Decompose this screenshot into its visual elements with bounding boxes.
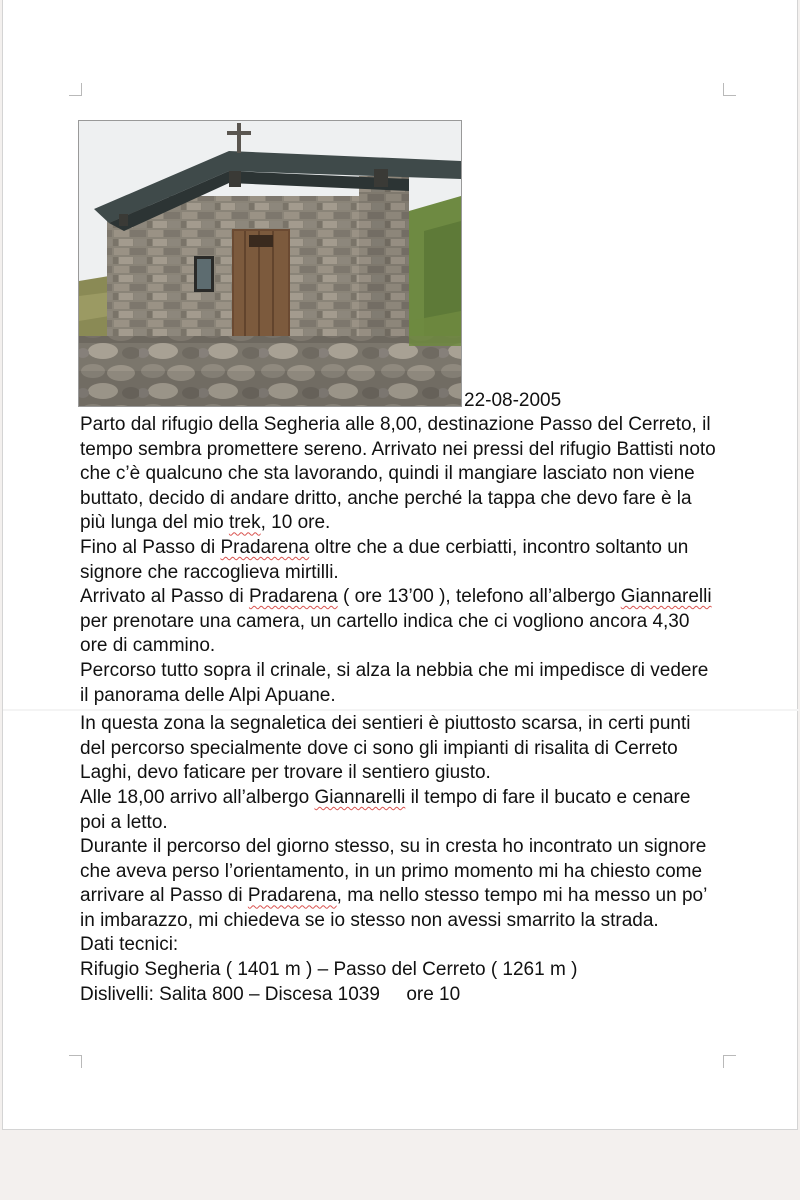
paragraph: Arrivato al Passo di Pradarena ( ore 13’00 ), telefono all’albergo Giannarelli per prenotare una camera, un cartello indica che ci vogliono ancora 4,30 ore di cammino. [80,586,712,657]
spellcheck-word: Giannarelli [620,586,712,608]
paragraph: Rifugio Segheria ( 1401 m ) – Passo del Cerreto ( 1261 m ) [80,959,578,981]
paragraph: Dislivelli: Salita 800 – Discesa 1039 ore 10 [80,983,461,1005]
document-body[interactable] [80,413,720,1007]
paragraph: Percorso tutto sopra il crinale, si alza la nebbia che mi impedisce di vedere il panorama delle Alpi Apuane. [80,659,709,706]
paragraph: In questa zona la segnaletica dei sentieri è piuttosto scarsa, in certi punti del percorso specialmente dove ci sono gli impianti di risalita di Cerreto Laghi, devo faticare per trovare il sentiero giusto. [80,713,691,784]
paragraph: Parto dal rifugio della Segheria alle 8,00, destinazione Passo del Cerreto, il tempo sembra promettere sereno. Arrivato nei pressi del rifugio Battisti noto che c’è qualcuno che sta lavorando, quindi il mangiare lasciato non viene buttato, decido di andare dritto, anche perché la tappa che devo fare è la più lunga del mio trek, 10 ore. [80,414,716,534]
spellcheck-word: Pradarena [248,586,338,608]
mountain-hut-photo[interactable] [78,120,462,407]
margin-corner-bottom-right [723,1055,736,1068]
paragraph: Durante il percorso del giorno stesso, su in cresta ho incontrato un signore che aveva perso l’orientamento, in un primo momento mi ha chiesto come arrivare al Passo di Pradarena, ma nello stesso tempo mi ha messo un po’ in imbarazzo, mi chiedeva se io stesso non avessi smarrito la strada. [80,836,707,931]
paragraph: Alle 18,00 arrivo all’albergo Giannarelli il tempo di fare il bucato e cenare poi a letto. [80,786,691,833]
spellcheck-word: Pradarena [247,885,337,907]
margin-corner-top-right [723,83,736,96]
paragraph: Dati tecnici: [80,934,179,956]
spellcheck-word: Pradarena [220,536,310,558]
margin-corner-bottom-left [69,1055,82,1068]
margin-corner-top-left [69,83,82,96]
entry-date: 22-08-2005 [464,390,562,411]
spellcheck-word: trek [228,512,261,534]
paragraph: Fino al Passo di Pradarena oltre che a due cerbiatti, incontro soltanto un signore che raccoglieva mirtilli. [80,536,689,583]
spellcheck-word: Giannarelli [314,786,406,808]
